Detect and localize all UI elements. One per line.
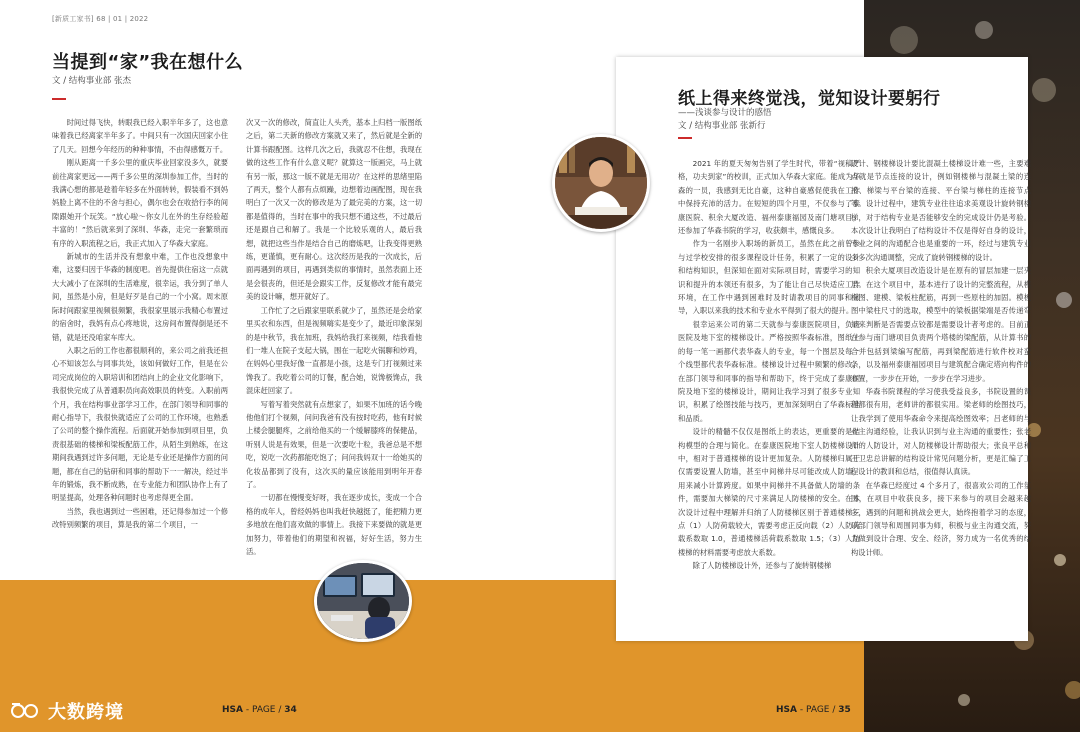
author-photo-portrait: [552, 134, 650, 232]
text-column-2: [851, 157, 1031, 587]
paragraph: 刚从距离一千多公里的重庆毕业回家没多久，就要前往离家更远——两千多公里的深圳参加工作，当时的我满心想的都是趁着年轻多在外面转转，假装看不到妈妈脸上离不住的不舍与担心，偶尔也会在收拾行李的间隙跟她开个玩笑。“放心啦～你女儿在外的生存经验超丰富的！”然后就来到了深圳、华森，走完一套繁琐而有序的入职流程之后，我正式加入了华森大家庭。: [52, 158, 228, 248]
paragraph: 很幸运来公司的第二天就参与泰康医院项目，负责医院及地下室的楼梯设计。严格按照华森标准，图纸上的每一笔一画都代表华森人的专业，每一个图层及每一个线型都代表华森标准。楼梯设计过程中频繁的修改，在部门领导和同事的指导和帮助下，终于完成了泰康医院及地下室的楼梯设计，期间让我学习到了很多专业知识，积累了绘图技能与技巧，更加深刻明白了华森标准和品质。: [678, 319, 860, 423]
paragraph: 作为一名刚步入职场的新员工，虽然在此之前曾参与过学校安排的很多课程设计任务，积累了一定的设计和结构知识，但深知在面对实际项目时，需要学习的知识和提升的本领还有很多，为了能让自己尽快适应工作环境，在工作中遇到困难时及时请教项目的同事和领导，入职以来我的技术和专业水平得到了很大的提升。: [678, 239, 860, 316]
folio-page-label: - PAGE: [245, 705, 276, 715]
watermark-text: 大数跨境: [48, 702, 124, 723]
folio-separator: /: [278, 705, 282, 715]
text-column-2: [246, 116, 422, 556]
paragraph: 入职之后的工作也都很顺利的，来公司之前我还担心不知该怎么与同事共处，该如何做好工作，但是在公司完成岗位的入职培训和团结向上的企业文化影响下，我很快完成了从普通职员向高效职员的转变。入职前两个月，我在结构事业部学习工作，在部门领导和同事的耐心指导下，我很快就适应了公司的工作环境，也熟悉了公司的整个操作流程。后面就开始参加到项目里，负责很基础的楼梯和梁板配筋工作，从陌生到熟练，在这期间我遇到过许多问题，无论是专业还是操作方面的问题，都在自己的钻研和同事的帮助下一一解决，经过半年的锻炼，我不断成熟，在专业能力和团队协作上有了明显提高，处理各种问题时也考虑得更全面。: [52, 345, 228, 503]
photo-desk-illustration: [317, 563, 409, 639]
paragraph: 写着写着突然就有点想家了，如果不加班的话今晚他他们打个视频，问问我爸有没有按时吃药，他有时候上楼会腿腿疼，之前给他买的一个缓解膝疼的保健品，听别人说是有效果，但是一次要吃十粒，我爸总是不想吃，说吃一次药都能吃饱了；问问我妈双十一给她买的化妆品都到了没有，这次买的量应该能用到明年开春了。: [246, 399, 422, 489]
paragraph: 积余大厦项目改造设计是在原有的冒层加建一层夹层。在这个项目中，基本进行了设计的完整流程，从模板图、建模、梁板柱配筋，再到一些原柱的加固。模板图中梁柱尺寸的选取，模型中的梁板据梁端是否传递弯矩来判断是否需要点铰都是需要设计者考虑的。目前正在参与南门塘项目负责两个塔楼的梁配筋，从计算书的合并包括到梁编写配筋，再到梁配筋进行软件校对蛮条，以及福州泰康福园项目与建筑配合确定塔向构件的布置，一步步在开始，一步步在学习进步。: [851, 266, 1031, 383]
paragraph: 一切都在慢慢变好呀，我在逐步成长，变成一个合格的成年人，曾经妈妈也叫我赶快越挺了，能把精力更多地放在他们喜欢做的事情上。我接下来要做的就是更加努力，带着他们的期望和祝福，好好生活，努力生活。: [246, 493, 422, 556]
text-column-1: [678, 157, 860, 607]
paragraph: 时间过得飞快，转眼我已经入职半年多了，这也意味着我已经离家半年多了。中间只有一次国庆回家小住了几天。回想今年经历的种种事情，不由得感慨万千。: [52, 118, 228, 154]
article-title: 当提到“家”我在想什么: [52, 52, 244, 73]
paragraph: 当然，我也遇到过一些困难，还记得参加过一个修改特别频繁的项目，算是我的第二个项目，一: [52, 506, 228, 530]
paragraph: 除了人防楼梯设计外，还参与了旋转钢楼梯: [692, 561, 832, 571]
page-folio-left: [222, 705, 297, 715]
watermark: [10, 698, 124, 724]
header-meta: [新质工家书] 68 | 01 | 2022: [52, 15, 149, 23]
folio-number: 35: [838, 705, 851, 715]
paragraph: 次又一次的修改，简直让人头秃，基本上归档一版图纸之后，第二天新的修改方案就又来了，然后就是全新的计算书跟配图。这样几次之后，我就忍不住想，我现在做的这些工作有什么意义呢？就算这一版画完，马上就有另一版，那这一版不就是无用功？在这样的思绪里陷了两天，整个人都有点烦躁，边想着边画配图，现在我明白了一次又一次的修改是为了最完美的方案，这一切都是值得的，当时在事中的我只想不通这些，不过最后还是跟自己和解了。我是一个比较乐观的人，最后我想，就把这些当作是结合自己的磨炼吧，让我变得更熟练，更谨慎，更有耐心。这次经历是我的一次成长，后面再遇到的项目，再遇到类似的事情时，虽然表面上还是会很丧的，但还是会跟实工作，反复修改才能有最完美的设计嘛，想开就好了。: [246, 118, 422, 302]
paragraph: 设计的精髓不仅仅是图纸上的表达，更重要的是结构模型的合理与简化。在泰康医院地下室人防楼梯设计中，相对于普通楼梯的设计更加复杂。人防楼梯归属于仅需要设置人防墙，甚至中间梯井尽可能改成人防墙，用来减小计算跨度。如果中间梯井不具备做人防墙的条件，需要加大梯梁的尺寸来满足人防楼梯的安全。在本次设计过程中理解并归纳了人防楼梯区别于普通楼梯三点（1）人防荷载较大，需要考虑正反向载（2）人防荷载系数取 1.0，普通楼梯活荷载系数取 1.5；（3）人防楼梯的材料需要考虑放大系数。: [678, 427, 860, 557]
folio-hsa: HSA: [776, 705, 797, 715]
folio-number: 34: [284, 705, 297, 715]
paragraph: 工作忙了之后跟家里联系就少了，虽然还是会给家里买衣和东西，但是视频嗨实是变少了，最近印象深刻的是中秋节，我在加班，我妈给我打来视频，结我看他们一堆人在院子支起大锅，围在一起吃火锅聊和炒鸡，在妈妈心里我好像一直都是小孩，这是专门打视频过来馋我了。我吃着公司的订餐，配合她，说馋极馋点，我混床赶回家了。: [246, 305, 422, 396]
folio-page-label: - PAGE: [799, 705, 830, 715]
paragraph: 在华森已经度过 4 个多月了，很喜欢公司的工作氛围，在项目中收获良多，接下来参与的项目会越来越多，遇到的问题和挑战会更大，始终抱着学习的态度，以部门领导和周围同事为师，积极与业主沟通交流，努力做到设计合理、安全、经济，努力成为一名优秀的结构设计师。: [851, 480, 1031, 557]
article-title: 纸上得来终觉浅，觉知设计要躬行: [678, 89, 941, 109]
right-page: [540, 0, 1080, 732]
author-byline: 文 / 结构事业部 张新行: [678, 121, 766, 131]
text-column-1: [52, 116, 228, 556]
author-photo-desk: [314, 560, 412, 642]
brand-logo-icon: [10, 700, 42, 722]
paragraph: 2021 年的夏天匆匆告别了学生时代，带着“视稿严格，功夫到家”的校训，正式加入华森大家庭。能成为华森的一员，我感到无比自豪，这种自豪感促使我在工作中保持充沛的活力。在短短的四个月里，不仅参与了泰康医院、积余大厦改造、福州泰康福园及南门塘项目，还参加了华森书院的学习，收获颇丰，感慨良多。: [678, 159, 860, 236]
author-byline: 文 / 结构事业部 张杰: [52, 76, 131, 86]
title-divider: [678, 137, 692, 139]
page-folio-right: [776, 705, 851, 715]
paragraph: 华森书院课程的学习使我受益良多，书院设置的课程都很有用，老师讲的都很实用。梁老师的绘图技巧，让我学到了使用华森命令来提高绘图效率；吕老师的与业主沟通经验，让我认识到与业主沟通的重要性；张老师的人防设计，对人防楼梯设计帮助很大；张良平总和王卫忠总讲解的结构设计常见问题分析，更是汇编了工程设计的教训和总结，很值得认真读。: [851, 386, 1031, 477]
paragraph: 设计、钢楼梯设计要比混凝土楼梯设计难一些，主要难点就是节点连接的设计，例如钢楼梯与混凝土梁的连接、梯梁与平台梁的连接、平台梁与梯柱的连接节点等。设计过程中，建筑专业往往追求美观设计旋转钢楼梯，对于结构专业是否能够安全的完成设计仍是考验。本次设计让我明白了结构设计不仅是得好自身的设计，专业之间的沟通配合也是重要的一环，经过与建筑专业多多次沟通调整，完成了旋转钢楼梯的设计。: [851, 159, 1031, 262]
article-subtitle: ——浅谈参与设计的感悟: [678, 108, 772, 118]
title-divider: [52, 98, 66, 100]
folio-separator: /: [832, 705, 836, 715]
folio-hsa: HSA: [222, 705, 243, 715]
portrait-illustration: [555, 137, 647, 229]
paragraph: 新城市的生活并没有想象中难，工作也没想象中难，这要归因于华森的制度吧。首先提供住宿这一点就大大减小了在深圳的生活难度，很幸运，我分到了单人间，虽然是小房，但是好歹是自己的一个小窝。周末原际时间跟家里视频很频繁，我很家里展示我精心布置过的宿舍时，我妈有点心疼地说，这房间布置得倒是还不错，就是还没咱家车库大。: [52, 252, 228, 342]
